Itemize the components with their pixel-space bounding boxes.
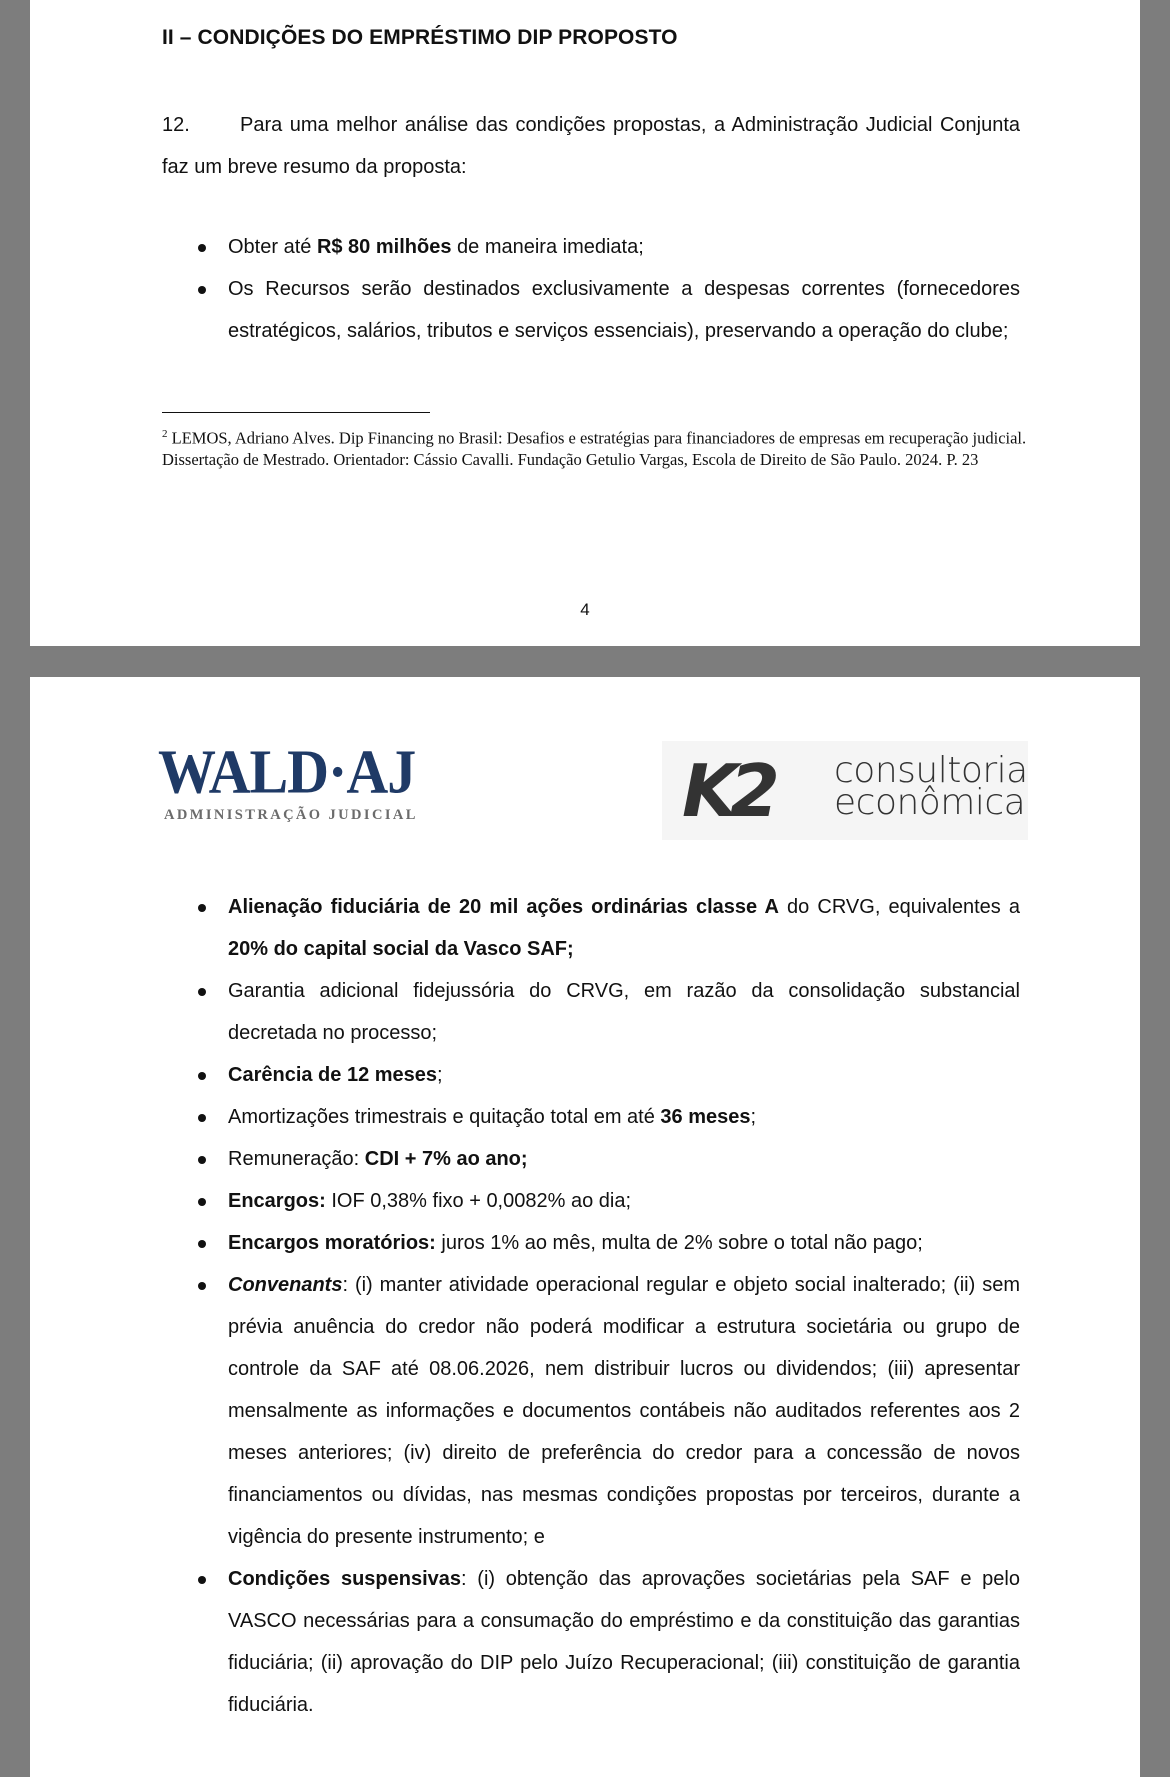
list-item: Encargos moratórios: juros 1% ao mês, multa de 2% sobre o total não pago; (198, 1222, 1020, 1264)
bullet-icon (198, 244, 206, 252)
list-item: Amortizações trimestrais e quitação total em até 36 meses; (198, 1096, 1020, 1138)
list-item: Os Recursos serão destinados exclusivamente a despesas correntes (fornecedores estratégicos, salários, tributos e serviços essenciais), preservando a operação do clube; (198, 268, 1020, 352)
footnote-marker: 2 (162, 428, 168, 440)
footnote-text: LEMOS, Adriano Alves. Dip Financing no Brasil: Desafios e estratégias para financiadores de empresas em recuperação judicial. Dissertação de Mestrado. Orientador: Cássio Cavalli. Fundação Getulio Vargas, Escola de Direito de São Paulo. 2024. P. 23 (162, 428, 1027, 469)
k2-logo-line2: econômica (834, 782, 1026, 823)
bullet-icon (198, 1576, 206, 1584)
bullet-icon (198, 1198, 206, 1206)
wald-logo-title: WALD·AJ (158, 736, 416, 807)
bullet-icon (198, 904, 206, 912)
footnote (162, 424, 1042, 470)
list-item: Alienação fiduciária de 20 mil ações ordinárias classe A do CRVG, equivalentes a 20% do capital social da Vasco SAF; (198, 886, 1020, 970)
list-item: Encargos: IOF 0,38% fixo + 0,0082% ao dia; (198, 1180, 1020, 1222)
document-page-4 (30, 0, 1140, 646)
list-item: Carência de 12 meses; (198, 1054, 1020, 1096)
bullet-icon (198, 1240, 206, 1248)
loan-conditions-list (198, 886, 1020, 1726)
bullet-icon (198, 1282, 206, 1290)
section-heading: II – CONDIÇÕES DO EMPRÉSTIMO DIP PROPOSTO (162, 26, 678, 49)
k2-logo-line1: consultoria (834, 750, 1028, 791)
k2-logo-mark: K2 (682, 749, 772, 833)
list-item: Convenants: (i) manter atividade operacional regular e objeto social inalterado; (ii) sem prévia anuência do credor não poderá modificar a estrutura societária ou grupo de controle da SAF até 08.06.2026, nem distribuir lucros ou dividendos; (iii) apresentar mensalmente as informações e documentos contábeis não auditados referentes aos 2 meses anteriores; (iv) direito de preferência do credor para a concessão de novos financiamentos ou dívidas, nas mesmas condições propostas por terceiros, durante a vigência do presente instrumento; e (198, 1264, 1020, 1558)
document-page-5 (30, 677, 1140, 1777)
k2-consultoria-logo (662, 741, 1028, 840)
paragraph-number: 12. (162, 114, 190, 136)
list-item: Obter até R$ 80 milhões de maneira imediata; (198, 226, 1020, 268)
list-item: Remuneração: CDI + 7% ao ano; (198, 1138, 1020, 1180)
bullet-icon (198, 988, 206, 996)
bullet-icon (198, 1072, 206, 1080)
list-item: Condições suspensivas: (i) obtenção das aprovações societárias pela SAF e pelo VASCO necessárias para a consumação do empréstimo e da constituição das garantias fiduciária; (ii) aprovação do DIP pelo Juízo Recuperacional; (iii) constituição de garantia fiduciária. (198, 1558, 1020, 1726)
wald-aj-logo (158, 736, 418, 824)
list-item: Garantia adicional fidejussória do CRVG, em razão da consolidação substancial decretada no processo; (198, 970, 1020, 1054)
wald-logo-subtitle: ADMINISTRAÇÃO JUDICIAL (164, 807, 418, 823)
bullet-icon (198, 1156, 206, 1164)
footnote-divider (162, 412, 430, 413)
paragraph-12 (162, 104, 1020, 188)
bullet-icon (198, 1114, 206, 1122)
proposal-summary-list (198, 226, 1020, 352)
bullet-icon (198, 286, 206, 294)
paragraph-text: Para uma melhor análise das condições propostas, a Administração Judicial Conjunta faz um breve resumo da proposta: (162, 114, 1020, 178)
page-number: 4 (580, 600, 590, 619)
